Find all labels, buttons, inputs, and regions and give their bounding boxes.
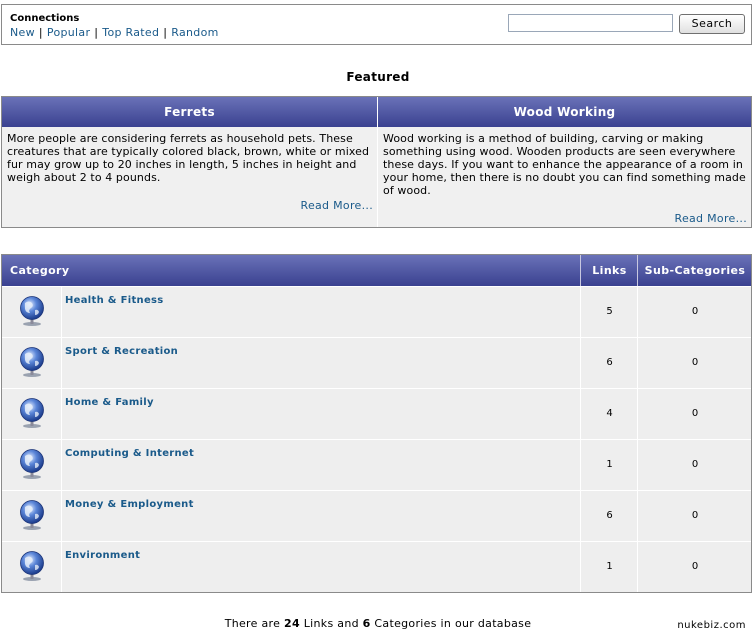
category-link[interactable]: Environment — [65, 550, 141, 561]
column-header-category: Category — [10, 264, 70, 277]
links-count-cell: 1 — [580, 542, 638, 592]
featured-item-title: Ferrets — [2, 97, 377, 127]
featured-item-wood-working — [378, 97, 751, 227]
read-more-link[interactable]: Read More... — [300, 199, 373, 212]
category-link[interactable]: Sport & Recreation — [65, 346, 179, 357]
nav-separator: | — [163, 26, 168, 39]
category-icon-cell — [2, 491, 62, 541]
sub-categories-count-cell: 0 — [637, 338, 752, 388]
nav-popular-link[interactable]: Popular — [46, 26, 91, 39]
table-row — [2, 337, 751, 388]
featured-item-text: Wood working is a method of building, carving or making something using wood. Wooden products are seen everywhere these days. If you want to enhance the appearance of a room in your home, then there is no doubt you can find something made of wood. — [383, 132, 746, 197]
category-icon-cell — [2, 440, 62, 490]
globe-icon[interactable] — [16, 295, 48, 327]
column-header-sub-categories: Sub-Categories — [637, 255, 752, 286]
category-icon-cell — [2, 287, 62, 337]
category-link[interactable]: Money & Employment — [65, 499, 194, 510]
category-link[interactable]: Home & Family — [65, 397, 154, 408]
category-icon-cell — [2, 338, 62, 388]
featured-item-title: Wood Working — [378, 97, 751, 127]
read-more-link[interactable]: Read More... — [674, 212, 747, 225]
categories-count: 6 — [362, 617, 371, 630]
links-count-cell: 5 — [580, 287, 638, 337]
search-input[interactable] — [508, 14, 673, 32]
table-header — [2, 255, 751, 286]
links-count-cell: 4 — [580, 389, 638, 439]
sub-categories-count-cell: 0 — [637, 440, 752, 490]
site-title: Connections — [10, 13, 80, 24]
sub-categories-count-cell: 0 — [637, 287, 752, 337]
table-row — [2, 286, 751, 337]
table-row — [2, 490, 751, 541]
featured-heading: Featured — [346, 70, 410, 84]
links-count-cell: 6 — [580, 338, 638, 388]
footer-text-suffix: Categories in our database — [370, 617, 532, 630]
links-count-cell: 6 — [580, 491, 638, 541]
globe-icon[interactable] — [16, 499, 48, 531]
featured-item-text: More people are considering ferrets as household pets. These creatures that are typically colored black, brown, white or mixed fur may grow up to 20 inches in length, 5 inches in height and weigh about 2 to 4 pounds. — [7, 132, 370, 184]
featured-item-ferrets — [2, 97, 378, 227]
footer-text-prefix: There are — [224, 617, 284, 630]
column-header-links: Links — [580, 255, 638, 286]
category-link[interactable]: Computing & Internet — [65, 448, 195, 459]
footer-text-middle: Links and — [299, 617, 363, 630]
globe-icon[interactable] — [16, 550, 48, 582]
nav-top-rated-link[interactable]: Top Rated — [102, 26, 160, 39]
table-row — [2, 388, 751, 439]
category-link[interactable]: Health & Fitness — [65, 295, 164, 306]
links-count-cell: 1 — [580, 440, 638, 490]
links-count: 24 — [284, 617, 300, 630]
category-table — [1, 254, 752, 593]
stats-footer — [0, 617, 756, 630]
category-icon-cell — [2, 542, 62, 592]
sub-categories-count-cell: 0 — [637, 389, 752, 439]
sub-categories-count-cell: 0 — [637, 542, 752, 592]
globe-icon[interactable] — [16, 448, 48, 480]
sub-categories-count-cell: 0 — [637, 491, 752, 541]
header-bar — [1, 4, 752, 45]
table-row — [2, 439, 751, 490]
nav-random-link[interactable]: Random — [171, 26, 219, 39]
nav-links — [10, 26, 219, 39]
category-icon-cell — [2, 389, 62, 439]
featured-panel — [1, 96, 752, 228]
search-button[interactable]: Search — [679, 14, 745, 34]
site-credit: nukebiz.com — [677, 620, 746, 631]
globe-icon[interactable] — [16, 346, 48, 378]
nav-new-link[interactable]: New — [10, 26, 35, 39]
nav-separator: | — [94, 26, 99, 39]
table-row — [2, 541, 751, 592]
nav-separator: | — [38, 26, 43, 39]
globe-icon[interactable] — [16, 397, 48, 429]
